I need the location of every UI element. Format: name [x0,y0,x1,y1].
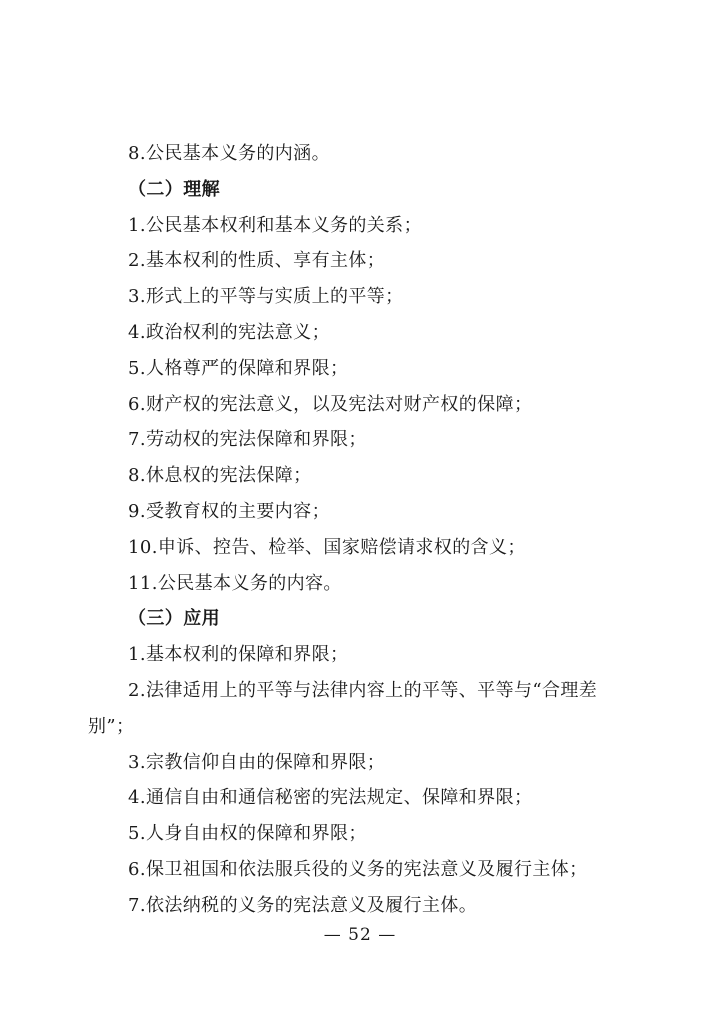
item-line: 4.政治权利的宪法意义； [128,321,330,343]
item-line: 3.宗教信仰自由的保障和界限； [128,751,386,773]
item-line: 3.形式上的平等与实质上的平等； [128,286,404,308]
item-line: 1.基本权利的保障和界限； [128,644,349,666]
item-line-continuation: 别”； [88,715,135,737]
item-line: 6.保卫祖国和依法服兵役的义务的宪法意义及履行主体； [128,858,588,880]
item-line: 6.财产权的宪法意义，以及宪法对财产权的保障； [128,393,533,415]
item-line: 11.公民基本义务的内容。 [128,572,342,594]
item-line: 8.休息权的宪法保障； [128,465,312,487]
item-line: 10.申诉、控告、检举、国家赔偿请求权的含义； [128,536,526,558]
page-number: — 52 — [323,925,397,945]
item-line: 5.人身自由权的保障和界限； [128,823,367,845]
item-line: 8.公民基本义务的内涵。 [128,143,330,164]
item-line: 9.受教育权的主要内容； [128,500,330,522]
item-line: 7.依法纳税的义务的宪法意义及履行主体。 [128,894,478,916]
item-line: 4.通信自由和通信秘密的宪法规定、保障和界限； [128,787,533,809]
item-line: 2.基本权利的性质、享有主体； [128,250,386,272]
item-line: 1.公民基本权利和基本义务的关系； [128,214,422,236]
section-heading-application: （三）应用 [128,608,220,630]
item-line: 2.法律适用上的平等与法律内容上的平等、平等与“合理差 [128,679,598,701]
document-body [88,136,644,924]
item-line: 7.劳动权的宪法保障和界限； [128,429,367,451]
section-heading-understanding: （二）理解 [128,178,220,200]
item-line: 5.人格尊严的保障和界限； [128,357,349,379]
